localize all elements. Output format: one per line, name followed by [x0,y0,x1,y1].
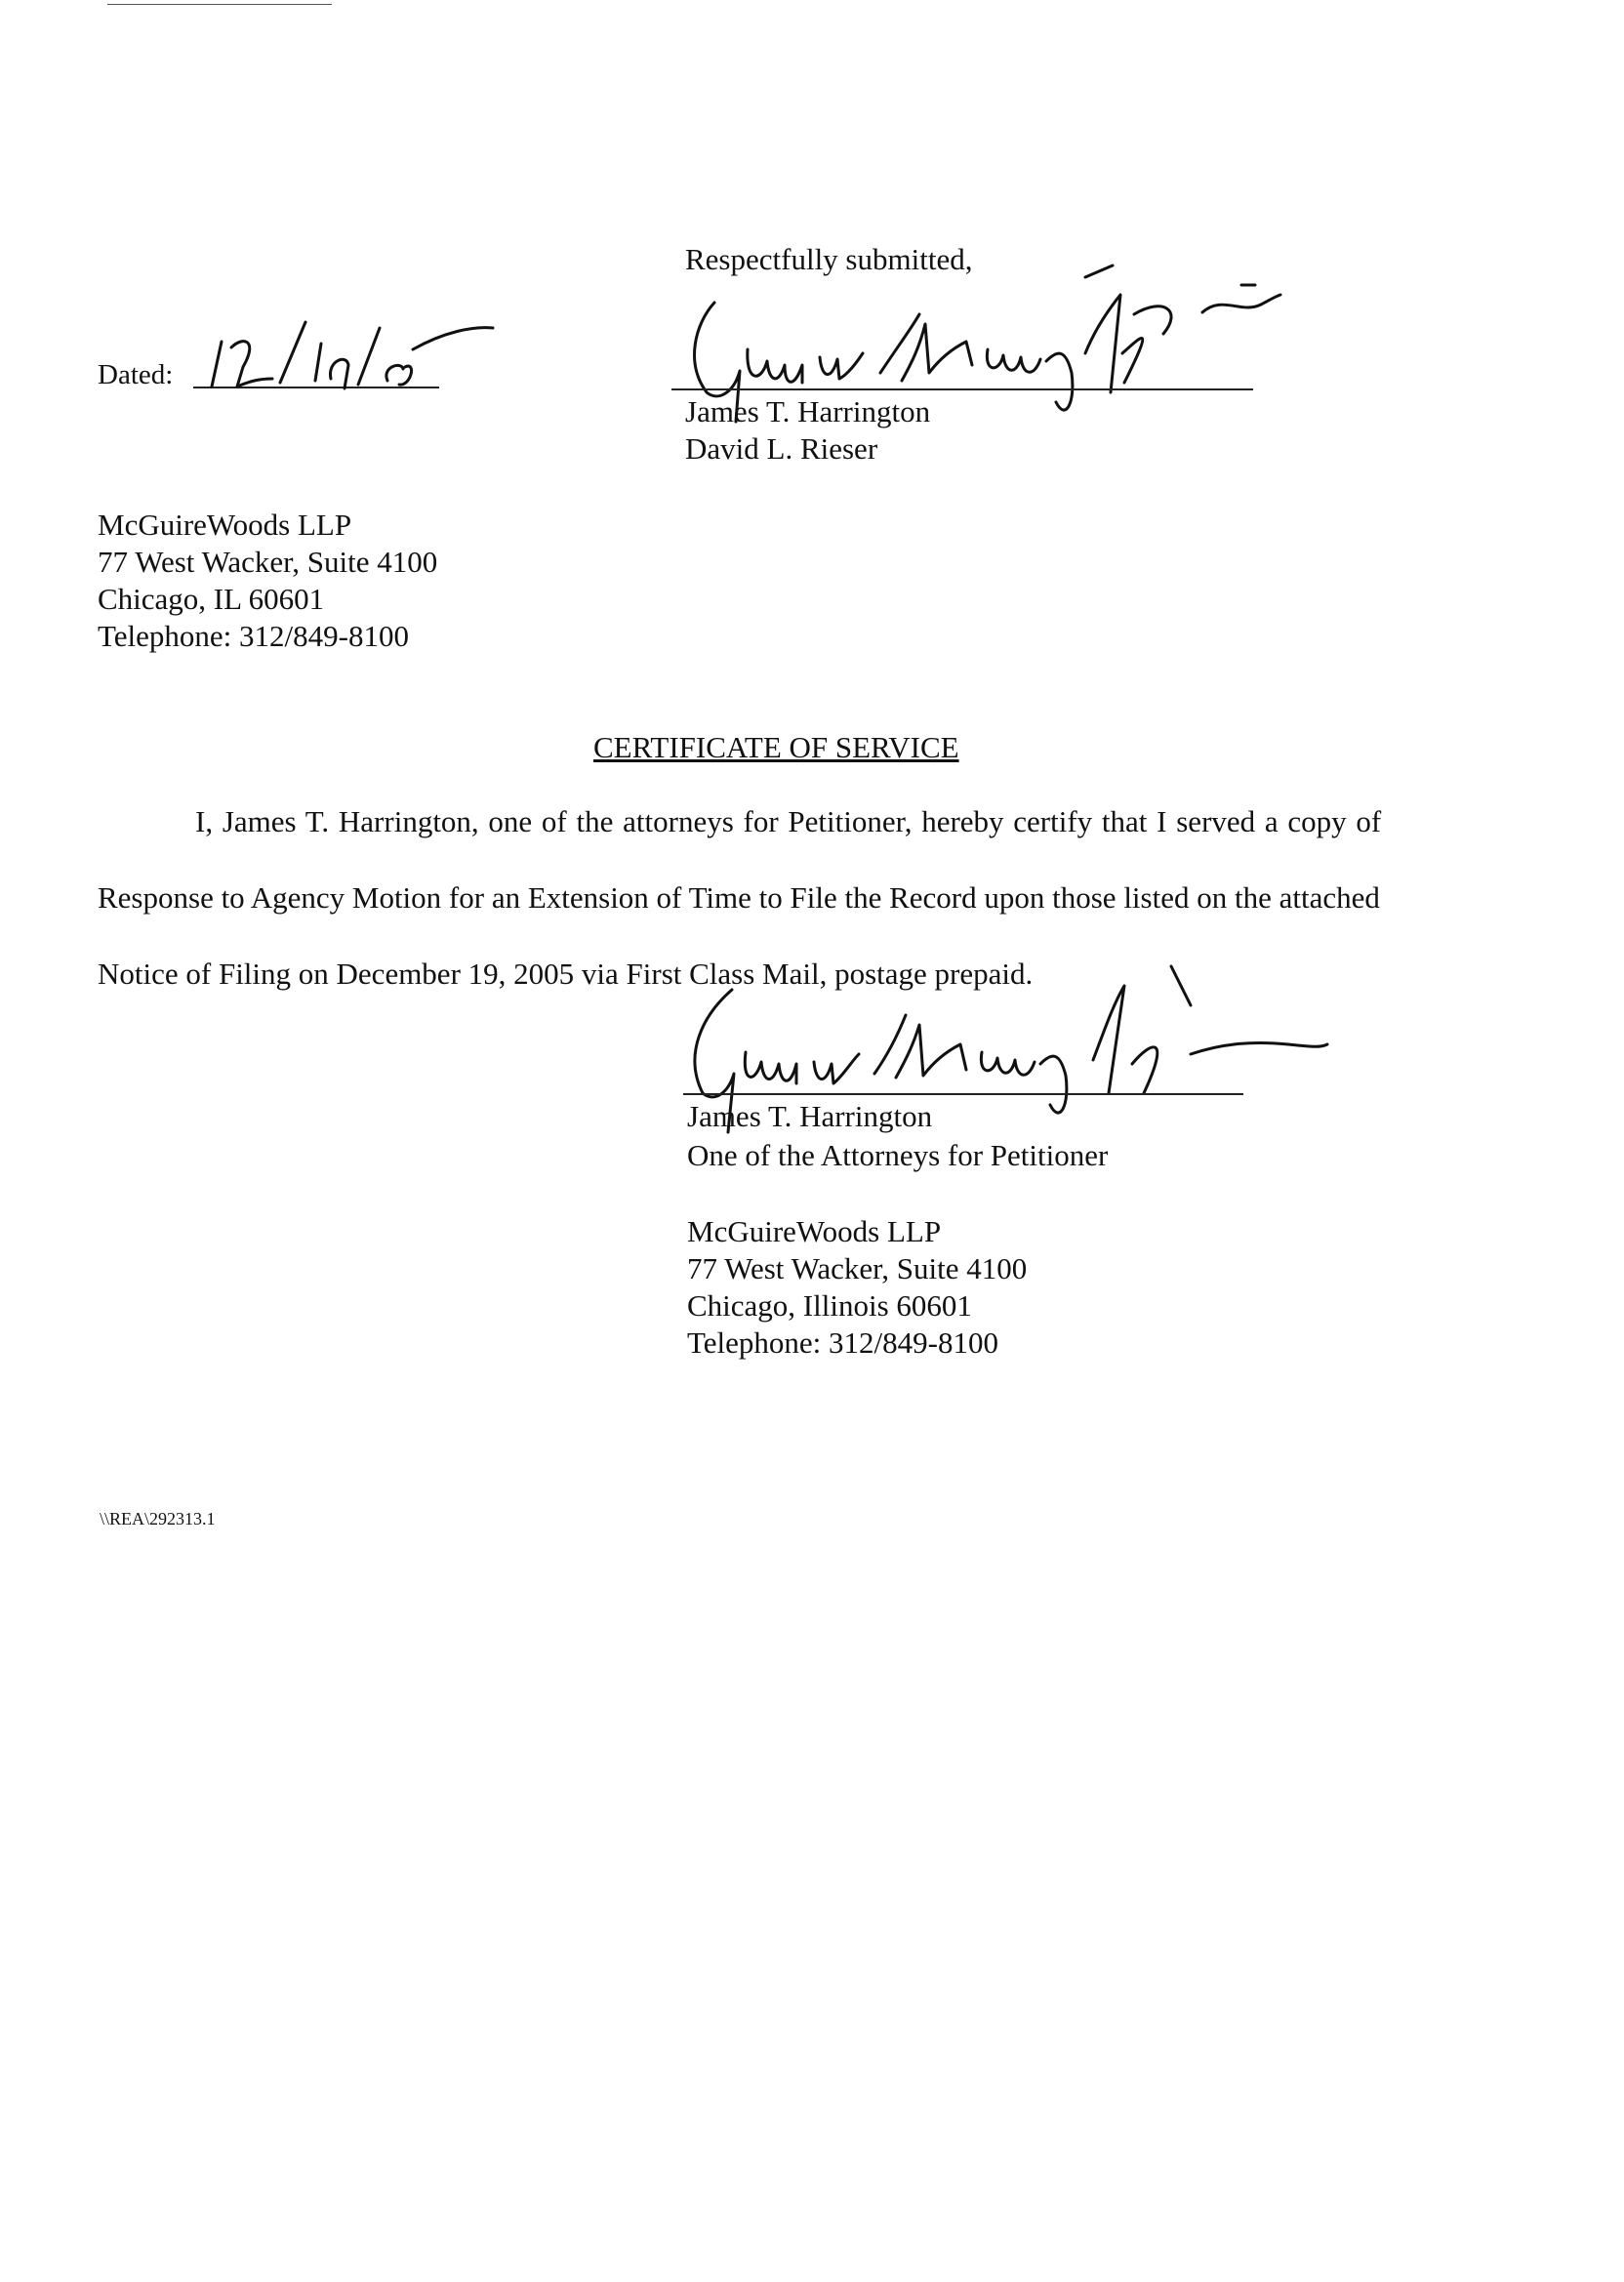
certificate-title: CERTIFICATE OF SERVICE [593,730,959,764]
certificate-signer-name: James T. Harrington [687,1099,933,1133]
signature-line-top [671,388,1253,390]
firm-phone-left: Telephone: 312/849-8100 [98,619,409,653]
dated-label: Dated: [98,359,174,390]
certificate-line-1: I, James T. Harrington, one of the attorneys for Petitioner, hereby certify that I served a copy of [195,804,1382,838]
closing-text: Respectfully submitted, [685,242,973,276]
firm-name-left: McGuireWoods LLP [98,508,352,542]
firm-address2-left: Chicago, IL 60601 [98,582,325,616]
certificate-line-2: Response to Agency Motion for an Extension of Time to File the Record upon those listed on the attached [98,880,1380,915]
certificate-line-3: Notice of Filing on December 19, 2005 via First Class Mail, postage prepaid. [98,957,1034,991]
firm-address1-left: 77 West Wacker, Suite 4100 [98,545,438,579]
scan-artifact-line [107,4,332,5]
signer-name-2: David L. Rieser [685,431,878,466]
signer-name-1: James T. Harrington [685,394,931,428]
firm-address1-right: 77 West Wacker, Suite 4100 [687,1251,1028,1285]
firm-address2-right: Chicago, Illinois 60601 [687,1288,972,1323]
firm-phone-right: Telephone: 312/849-8100 [687,1325,998,1360]
document-id: \\REA\292313.1 [100,1509,216,1528]
signature-line-bottom [683,1093,1243,1095]
certificate-signer-role: One of the Attorneys for Petitioner [687,1138,1109,1172]
handwritten-date [200,310,493,398]
firm-name-right: McGuireWoods LLP [687,1214,942,1248]
